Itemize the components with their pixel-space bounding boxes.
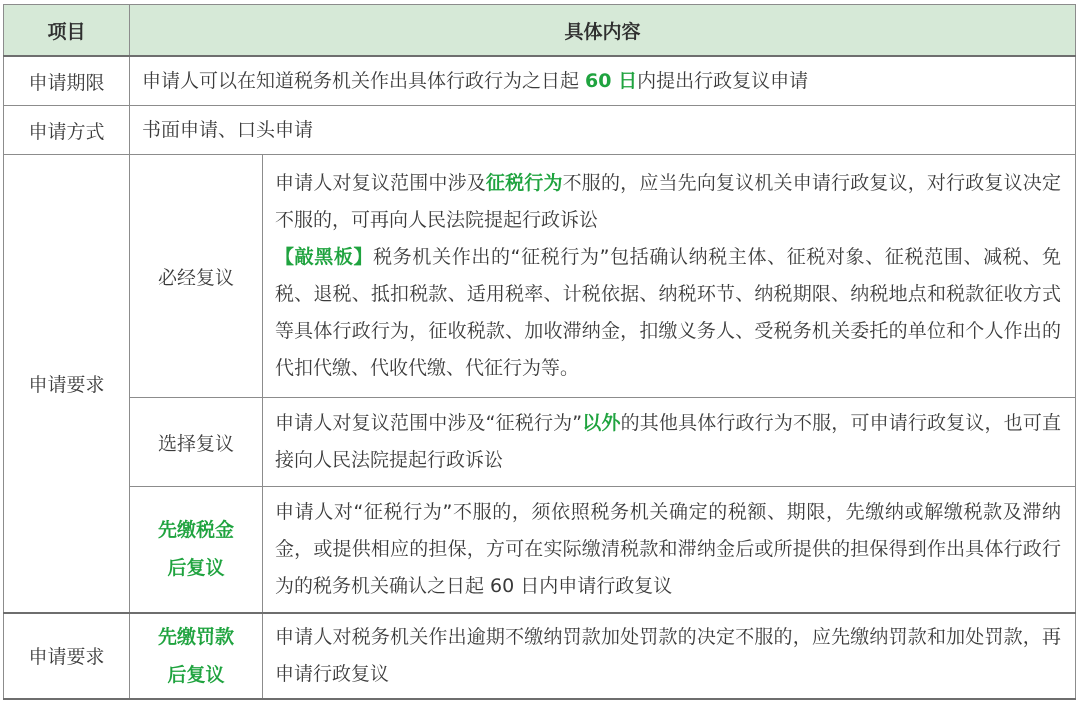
row-label-period: 申请期限: [4, 56, 130, 106]
period-content: [130, 56, 1076, 106]
period-text-a: 申请人可以在知道税务机关作出具体行政行为之日起: [142, 70, 586, 92]
period-highlight: 60 日: [585, 70, 638, 92]
header-item: 项目: [4, 5, 130, 57]
row-label-requirements: 申请要求: [4, 155, 130, 613]
pay-tax-label-1: 先缴税金: [157, 519, 234, 542]
pay-fine-label-2: 后复议: [167, 663, 225, 686]
optional-content: [263, 398, 1076, 487]
sub-label-mandatory: 必经复议: [130, 155, 263, 398]
note-text: 税务机关作出的“征税行为”包括确认纳税主体、征税对象、征税范围、减税、免税、退税、抵扣税款、适用税率、计税依据、纳税环节、纳税期限、纳税地点和税款征收方式等具体行政行为，征收税款、加收滞纳金，扣缴义务人、受税务机关委托的单位和个人作出的代扣代缴、代收代缴、代征行为等。: [275, 246, 1061, 379]
optional-text-b: 的其他具体行政行为不服，可申请行政复议，也可直接向人民法院提起行政诉讼: [275, 412, 1061, 471]
sub-label-pay-tax-first: [130, 487, 263, 613]
note-tag: 【敲黑板】: [275, 246, 374, 268]
mandatory-content: [263, 155, 1076, 398]
row-label-requirements-2: 申请要求: [4, 613, 130, 699]
mandatory-text-b: 不服的，应当先向复议机关申请行政复议，对行政复议决定不服的，可再向人民法院提起行政诉讼: [275, 172, 1061, 231]
row-label-method: 申请方式: [4, 106, 130, 155]
period-text-b: 内提出行政复议申请: [637, 70, 809, 92]
sub-label-pay-fine-first: [130, 613, 263, 699]
pay-tax-content: 申请人对“征税行为”不服的，须依照税务机关确定的税额、期限，先缴纳或解缴税款及滞纳金，或提供相应的担保，方可在实际缴清税款和滞纳金后或所提供的担保得到作出具体行政行为的税务机关确认之日起 60 日内申请行政复议: [263, 487, 1076, 613]
review-application-table: [3, 4, 1076, 700]
pay-tax-label-2: 后复议: [167, 557, 225, 580]
optional-text-a: 申请人对复议范围中涉及“征税行为”: [275, 412, 583, 434]
row-mandatory-review: [4, 155, 1076, 398]
header-content: 具体内容: [130, 5, 1076, 57]
row-application-method: [4, 106, 1076, 155]
pay-fine-label-1: 先缴罚款: [157, 625, 234, 648]
mandatory-highlight: 征税行为: [485, 172, 563, 194]
row-optional-review: [4, 398, 1076, 487]
row-pay-fine-first: [4, 613, 1076, 699]
row-application-period: [4, 56, 1076, 106]
pay-fine-content: 申请人对税务机关作出逾期不缴纳罚款加处罚款的决定不服的，应先缴纳罚款和加处罚款，再申请行政复议: [263, 613, 1076, 699]
row-pay-tax-first: [4, 487, 1076, 613]
sub-label-optional: 选择复议: [130, 398, 263, 487]
mandatory-text-a: 申请人对复议范围中涉及: [275, 172, 486, 194]
optional-highlight: 以外: [582, 412, 621, 434]
table-header-row: [4, 5, 1076, 57]
method-content: 书面申请、口头申请: [130, 106, 1076, 155]
